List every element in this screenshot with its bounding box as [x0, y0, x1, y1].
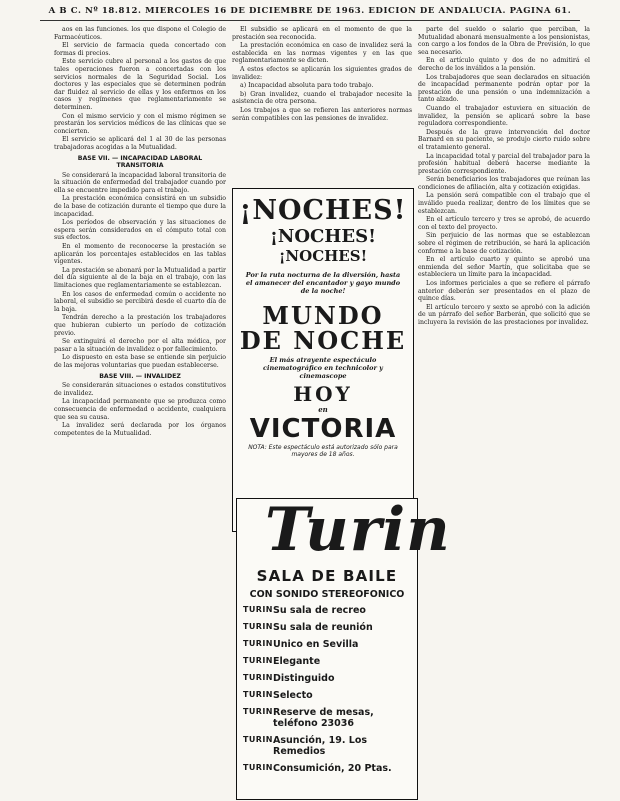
feature-text: Reserve de mesas, teléfono 23036: [273, 707, 374, 729]
turin-label: TURIN: [243, 605, 273, 614]
paragraph: Con el mismo servicio y con el mismo régimen se prestarán los servicios médicos de las clínicas que se concierten.: [54, 112, 226, 135]
paragraph: Este servicio cubre al personal a los gastos de que tales operaciones fueron a concertadas con los servicios normales de la Seguridad Social. Los doctores y las especiales que se determinen podrán dar fluidez al servicio de ellas y los enfermos en los casos y regímenes que reglamentariamente se determinen.: [54, 58, 226, 111]
ad-hoy: HOY: [293, 382, 353, 406]
turin-label: TURIN: [243, 690, 273, 699]
feature-text: Distinguido: [273, 673, 335, 684]
paragraph: La prestación económica consistirá en un subsidio de la base de cotización durante el tiempo que dure la incapacidad.: [54, 195, 226, 218]
ad-note: NOTA: Este espectáculo está autorizado sólo para mayores de 18 años.: [248, 444, 398, 458]
left-column: [54, 26, 226, 794]
venue-name: VICTORIA: [249, 414, 397, 444]
paragraph: Lo dispuesto en esta base se entiende sin perjuicio de las mejoras voluntarias que puedan establecerse.: [54, 354, 226, 369]
advertisement-turin: [236, 495, 451, 800]
section-title-invalidez: BASE VIII. — INVALIDEZ: [99, 372, 181, 380]
list-item: [243, 763, 417, 774]
turin-label: TURIN: [243, 656, 273, 665]
list-item: [243, 735, 417, 757]
paragraph: Los trabajadores que sean declarados en situación de incapacidad permanente podrán optar por la prestación de una pensión o una indemnización a tanto alzado.: [418, 73, 590, 104]
ad-description: El más atrayente espectáculo cinematográfico en technicolor y cinemascope: [263, 356, 383, 380]
turin-label: TURIN: [243, 707, 273, 716]
ad-subtitle: CON SONIDO STEREOFONICO: [249, 589, 405, 600]
feature-text: Su sala de reunión: [273, 622, 373, 633]
paragraph: En el artículo tercero y tres se aprobó, de acuerdo con el texto del proyecto.: [418, 216, 590, 231]
middle-column: [232, 26, 412, 186]
list-item: [243, 656, 417, 667]
paragraph: El servicio de farmacia queda concertado con formas di precios.: [54, 42, 226, 57]
paragraph: El servicio se aplicará del 1 al 30 de las personas trabajadoras acogidas a la Mutualidad.: [54, 136, 226, 151]
paragraph: Sin perjuicio de las normas que se establezcan sobre el régimen de retribución, se hará la aplicación conforme a la base de cotización.: [418, 232, 590, 255]
film-title: DE NOCHE: [239, 326, 407, 355]
paragraph: Se considerará la incapacidad laboral transitoria de la situación de enfermedad del trabajador cuando por ella se encuentre impedido para el trabajo.: [54, 171, 226, 194]
turin-label: TURIN: [243, 673, 273, 682]
ad-headline: ¡NOCHES!: [278, 247, 368, 265]
list-item: [243, 639, 417, 650]
paragraph: El artículo tercero y sexto se aprobó con la adición de un párrafo del señor Barberán, que solicitó que se incluyera la revisión de las prestaciones por invalidez.: [418, 303, 590, 326]
list-item: [243, 707, 417, 729]
section-title-incapacidad: BASE VII. — INCAPACIDAD LABORAL TRANSITORIA: [77, 154, 203, 170]
list-item: [243, 622, 417, 633]
list-item: [243, 673, 417, 684]
paragraph: b) Gran invalidez, cuando el trabajador necesite la asistencia de otra persona.: [232, 90, 412, 106]
ad-headline: ¡NOCHES!: [239, 195, 407, 226]
paragraph: La invalidez será declarada por los órganos competentes de la Mutualidad.: [54, 422, 226, 437]
ad-tagline: Por la ruta nocturna de la diversión, hasta el amanecer del encantador y gayo mundo de la noche!: [245, 271, 401, 295]
advertisement-mundo-de-noche: [232, 188, 414, 532]
paragraph: La prestación económica en caso de invalidez será la establecida en las normas vigentes y en las que reglamentariamente se dicten.: [232, 42, 412, 65]
turin-label: TURIN: [243, 639, 273, 648]
ad-headline: ¡NOCHES!: [270, 226, 376, 247]
paragraph: aos en las funciones. los que dispone el Colegio de Farmacéuticos.: [54, 26, 226, 41]
paragraph: La pensión será compatible con el trabajo que el inválido pueda realizar, dentro de los límites que se establezcan.: [418, 192, 590, 215]
paragraph: En los casos de enfermedad común o accidente no laboral, el subsidio se percibirá desde el cuarto día de la baja.: [54, 290, 226, 313]
paragraph: La prestación se abonará por la Mutualidad a partir del día siguiente al de la baja en el trabajo, con las limitaciones que reglamentariamente se establezcan.: [54, 266, 226, 289]
paragraph: Después de la grave intervención del doctor Barnard en su paciente, se produjo cierto ruido sobre el tratamiento general.: [418, 128, 590, 151]
header-rule: [40, 20, 580, 21]
paragraph: En el momento de reconocerse la prestación se aplicarán los porcentajes establecidos en las tablas vigentes.: [54, 243, 226, 266]
right-column: [418, 26, 590, 794]
feature-text: Consumición, 20 Ptas.: [273, 763, 392, 774]
paragraph: Serán beneficiarios los trabajadores que reúnan las condiciones de afiliación, alta y cotización exigidas.: [418, 176, 590, 191]
paragraph: a) Incapacidad absoluta para todo trabajo.: [240, 82, 374, 90]
feature-text: Elegante: [273, 656, 321, 667]
film-title: MUNDO: [262, 301, 384, 330]
paragraph: Los informes periciales a que se refiere el párrafo anterior deberán ser presentados en el plazo de quince días.: [418, 280, 590, 303]
list-item: [243, 690, 417, 701]
paragraph: Se extinguirá el derecho por el alta médica, por pasar a la situación de invalidez o por fallecimiento.: [54, 338, 226, 353]
paragraph: parte del sueldo o salario que perciban, la Mutualidad abonará mensualmente a los pensionistas, con cargo a los fondos de la Obra de Previsión, lo que sea necesario.: [418, 26, 590, 56]
ad-title: SALA DE BAILE: [256, 567, 398, 585]
paragraph: Los trabajos a que se refieren las anteriores normas serán compatibles con las pensiones de invalidez.: [232, 106, 412, 122]
paragraph: Cuando el trabajador estuviera en situación de invalidez, la pensión se aplicará sobre la base reguladora correspondiente.: [418, 104, 590, 128]
feature-text: Unico en Sevilla: [273, 639, 359, 650]
paragraph: En el artículo quinto y dos de no admitirá el derecho de los inválidos a la pensión.: [418, 57, 590, 72]
turin-label: TURIN: [243, 735, 273, 744]
page-header: A B C. Nº 18.812. MIERCOLES 16 DE DICIEMBRE DE 1963. EDICION DE ANDALUCIA. PAGINA 61.: [48, 6, 572, 16]
feature-text: Asunción, 19. Los Remedios: [273, 735, 367, 757]
turin-label: TURIN: [243, 622, 273, 631]
paragraph: A estos efectos se aplicarán los siguientes grados de invalidez:: [232, 65, 412, 81]
paragraph: Tendrán derecho a la prestación los trabajadores que hubieran cubierto un período de cotización previo.: [54, 314, 226, 337]
turin-logo: Turin: [265, 495, 451, 565]
paragraph: Los períodos de observación y las situaciones de espera serán considerados en el cómputo total con sus efectos.: [54, 219, 226, 242]
paragraph: La incapacidad permanente que se produzca como consecuencia de enfermedad o accidente, cualquiera que sea su causa.: [54, 398, 226, 421]
paragraph: El subsidio se aplicará en el momento de que la prestación sea reconocida.: [232, 26, 412, 41]
paragraph: En el artículo cuarto y quinto se aprobó una enmienda del señor Martín, que solicitaba que se estableciera un límite para la incapacidad.: [418, 256, 590, 279]
turin-label: TURIN: [243, 763, 273, 772]
list-item: [243, 605, 417, 616]
ad-en: en: [318, 405, 328, 414]
paragraph: La incapacidad total y parcial del trabajador para la profesión habitual deberá hacerse mediante la prestación correspondiente.: [418, 152, 590, 175]
paragraph: Se considerarán situaciones o estados constitutivos de invalidez.: [54, 382, 226, 397]
feature-text: Su sala de recreo: [273, 605, 366, 616]
feature-text: Selecto: [273, 690, 313, 701]
